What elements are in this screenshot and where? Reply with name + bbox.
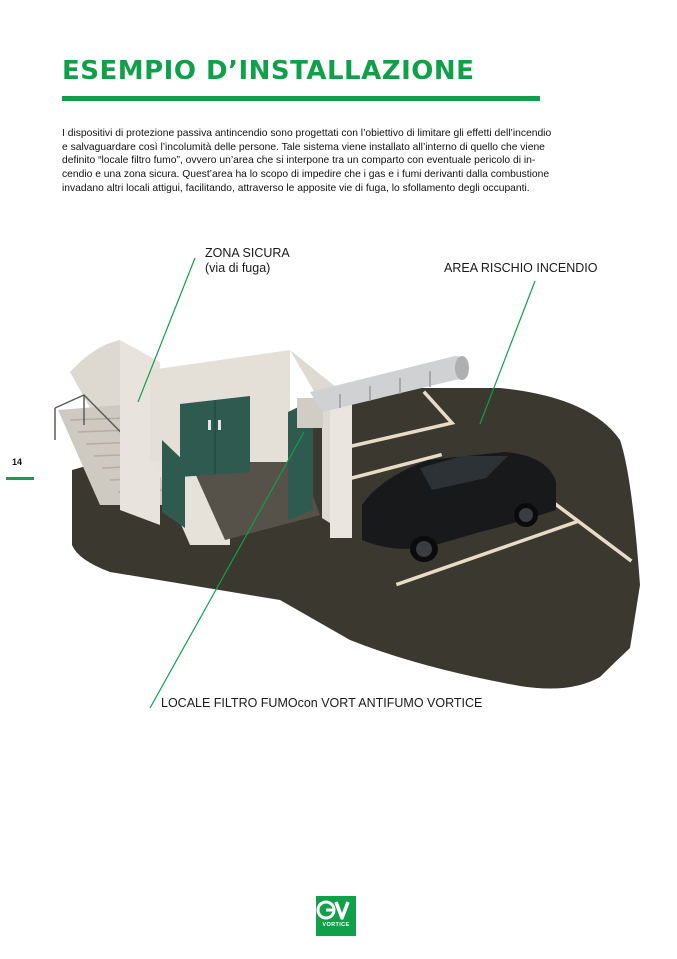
zona-sicura-title: ZONA SICURA <box>205 246 290 260</box>
page-number: 14 <box>12 457 23 467</box>
logo-wordmark: VORTICE <box>322 922 350 928</box>
intro-line: I dispositivi di protezione passiva antincendio sono progettati con l’obiettivo di limitare gli effetti dell’incendio <box>62 128 552 139</box>
label-locale-filtro: LOCALE FILTRO FUMOcon VORT ANTIFUMO VORTICE <box>161 696 483 710</box>
right-wall-face <box>330 400 352 538</box>
label-zona-sicura <box>205 246 290 276</box>
intro-line: invadano altri locali attigui, facilitando, attraverso le apposite vie di fuga, lo sfollamento degli occupanti. <box>62 182 530 194</box>
vortice-logo-icon <box>316 899 350 921</box>
intro-line: cendio e una zona sicura. Quest’area ha lo scopo di impedire che i gas e i fumi derivanti dalla combustione <box>62 169 550 181</box>
intro-line: e salvaguardare così l’incolumità delle persone. Tale sistema viene installato all’interno di quello che viene <box>62 141 545 153</box>
filter-room-double-door <box>180 396 250 477</box>
vortice-logo <box>316 896 356 936</box>
label-area-rischio: AREA RISCHIO INCENDIO <box>444 261 598 275</box>
intro-line: definito “locale filtro fumo”, ovvero un’area che si interpone tra un comparto con eventuale pericolo di in- <box>62 155 536 167</box>
page-title: ESEMPIO D’INSTALLAZIONE <box>62 56 475 86</box>
zona-sicura-subtitle: (via di fuga) <box>205 261 271 275</box>
